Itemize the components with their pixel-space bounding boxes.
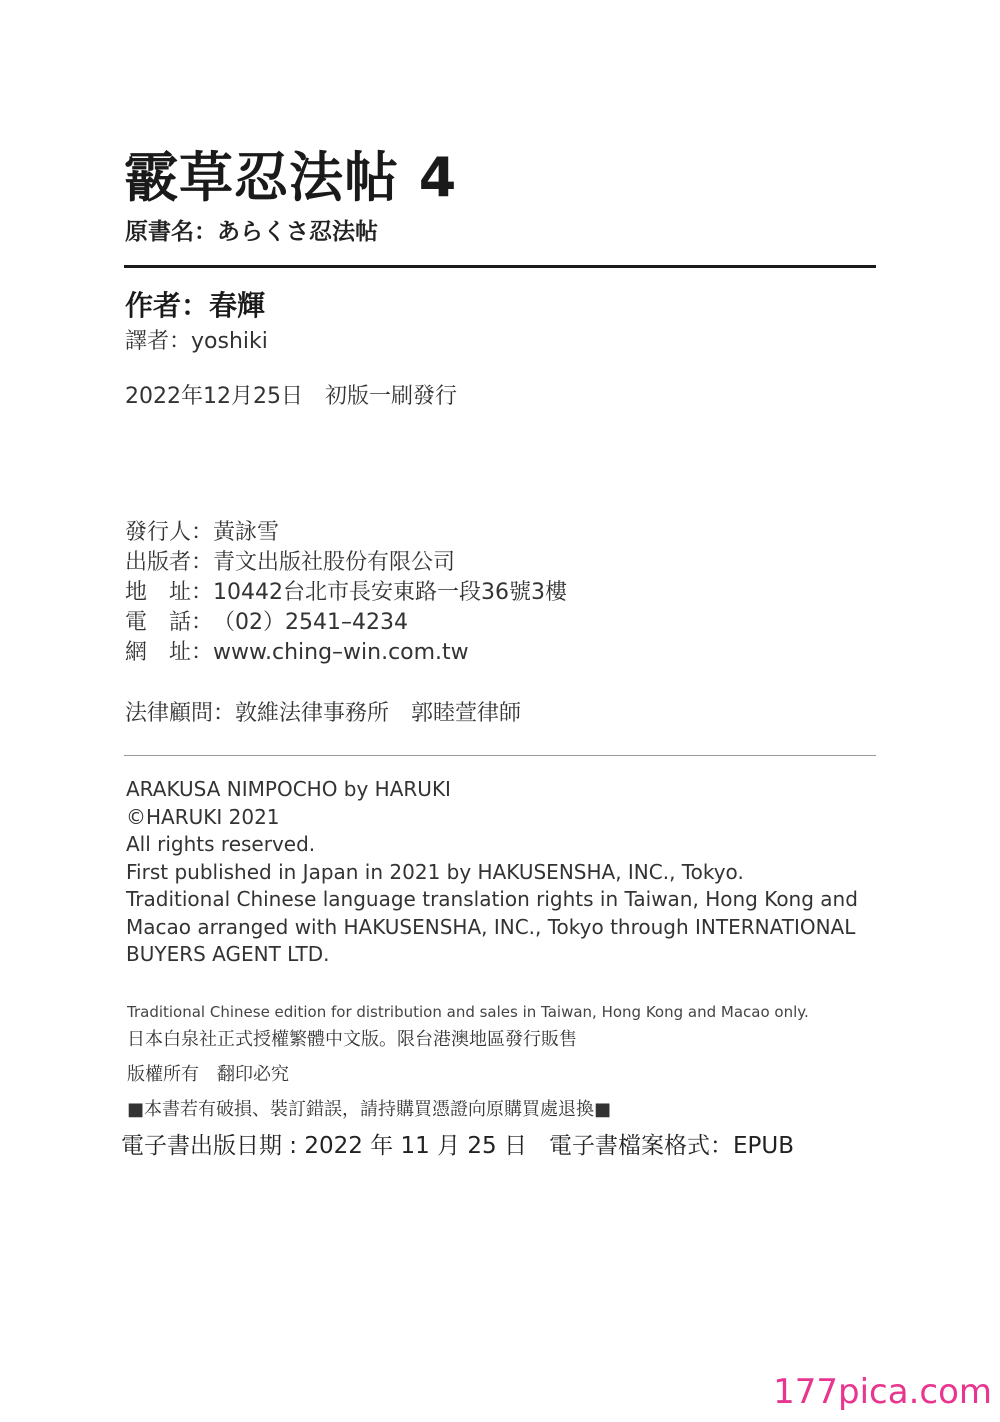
info-label: 地 址： <box>125 580 214 605</box>
author-line: 作者：春輝 <box>125 289 266 322</box>
rights-line: ARAKUSA NIMPOCHO by HARUKI <box>126 777 451 801</box>
english-rights-block <box>126 776 858 969</box>
website-link[interactable]: www.ching–win.com.tw <box>213 640 469 665</box>
damage-notice: ■本書若有破損、裝訂錯誤，請持購買憑證向原購買處退換■ <box>127 1099 612 1120</box>
info-label: 電 話： <box>125 610 214 635</box>
section-divider <box>124 755 876 756</box>
publisher-info-item <box>125 608 567 638</box>
distribution-chinese: 日本白泉社正式授權繁體中文版。限台港澳地區發行販售 <box>127 1029 577 1050</box>
watermark-text: 177pica.com <box>773 1372 992 1412</box>
legal-counsel: 法律顧問：敦維法律事務所 郭睦萱律師 <box>125 701 522 726</box>
info-value: 青文出版社股份有限公司 <box>213 550 456 575</box>
rights-notice: 版權所有 翻印必究 <box>127 1064 289 1085</box>
rights-line: Traditional Chinese language translation rights in Taiwan, Hong Kong and <box>126 887 858 911</box>
rights-line: BUYERS AGENT LTD. <box>126 942 330 966</box>
translator-line: 譯者：yoshiki <box>125 329 268 354</box>
book-title: 霰草忍法帖 4 <box>124 146 458 209</box>
publisher-info-item <box>125 518 567 548</box>
rights-line: All rights reserved. <box>126 832 316 856</box>
info-value: 黃詠雪 <box>213 520 280 545</box>
publisher-info-item <box>125 578 567 608</box>
publisher-info-item <box>125 548 567 578</box>
rights-line: First published in Japan in 2021 by HAKUSENSHA, INC., Tokyo. <box>126 859 744 884</box>
info-label: 出版者： <box>125 550 214 575</box>
distribution-english: Traditional Chinese edition for distribution and sales in Taiwan, Hong Kong and Macao only. <box>127 1003 809 1021</box>
ebook-format: 電子書檔案格式：EPUB <box>549 1133 795 1159</box>
publisher-info-item <box>125 638 567 668</box>
info-label: 網 址： <box>125 640 214 665</box>
info-value: 10442台北市長安東路一段36號3樓 <box>213 580 567 605</box>
publication-date: 2022年12月25日 初版一刷發行 <box>125 384 457 409</box>
info-label: 發行人： <box>125 520 214 545</box>
ebook-date: 電子書出版日期 : 2022 年 11 月 25 日 <box>121 1133 527 1159</box>
title-divider <box>124 265 876 268</box>
info-value: （02）2541–4234 <box>213 610 408 635</box>
original-title: 原書名：あらくさ忍法帖 <box>125 219 378 245</box>
rights-line: Macao arranged with HAKUSENSHA, INC., Tokyo through INTERNATIONAL <box>126 914 856 939</box>
publisher-info-list <box>125 518 567 668</box>
rights-line: ©HARUKI 2021 <box>126 804 280 829</box>
